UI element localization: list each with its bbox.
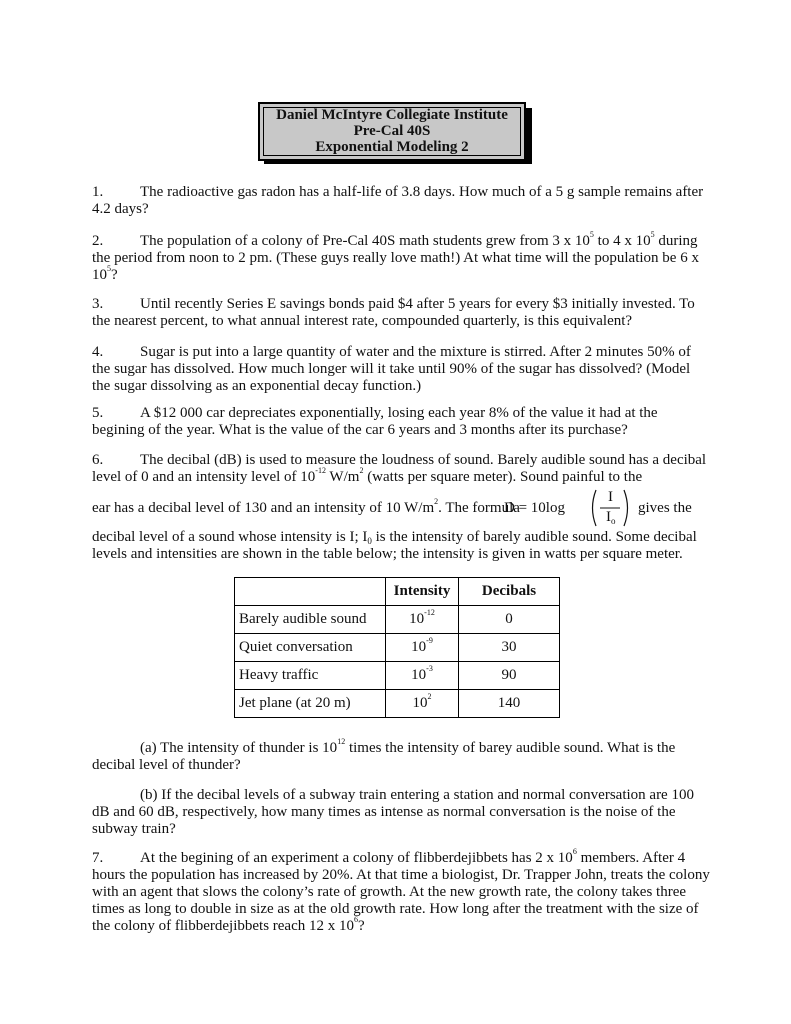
question-6-text-c: (watts per square meter). Sound painful to the <box>363 469 643 485</box>
table-row <box>235 634 560 662</box>
table-row <box>235 662 560 690</box>
table-header-intensity: Intensity <box>386 578 459 606</box>
question-6-exp3: 2 <box>434 497 439 506</box>
question-3-text: Until recently Series E savings bonds paid $4 after 5 years for every $3 initially invested. To the nearest percent, to what annual interest rate, compounded quarterly, is this equivalent? <box>92 296 695 329</box>
question-6-g-sub: 0 <box>367 536 372 546</box>
question-1 <box>92 184 712 218</box>
left-paren-icon <box>593 490 597 526</box>
question-6a-text-b: times the intensity of barey audible sound. What is the decibal level of thunder? <box>92 740 676 773</box>
row-intensity <box>386 634 459 662</box>
intensity-base: 10 <box>409 611 425 627</box>
formula-numerator: I <box>608 489 613 505</box>
question-2-text-a: The population of a colony of Pre-Cal 40S math students grew from 3 x 10 <box>140 233 590 249</box>
intensity-exp: -3 <box>426 664 433 673</box>
intensity-base: 10 <box>412 695 428 711</box>
title-box-frame <box>258 102 526 161</box>
question-6-text-a: The decibal (dB) is used to measure the loudness of sound. Barely audible sound has a decibal level of 0 and an intensity level of 10 <box>92 452 707 485</box>
question-6-intro <box>92 452 712 486</box>
row-intensity <box>386 690 459 718</box>
table-row <box>235 606 560 634</box>
question-2-exp2: 5 <box>650 230 655 239</box>
formula-denominator <box>606 509 616 526</box>
question-6-formula-line <box>92 488 712 528</box>
question-7-text-c: ? <box>358 918 365 934</box>
question-5-number: 5. <box>92 405 104 421</box>
intensity-exp: 2 <box>427 692 432 701</box>
question-3 <box>92 296 712 330</box>
question-3-number: 3. <box>92 296 104 312</box>
formula-suffix: gives the <box>638 500 692 516</box>
question-2-exp1: 5 <box>589 230 594 239</box>
question-7-exp1: 6 <box>572 847 577 856</box>
question-6b <box>92 787 712 838</box>
question-7-number: 7. <box>92 850 104 866</box>
title-box <box>258 102 526 158</box>
question-2-text-b: to 4 x 10 <box>593 233 651 249</box>
question-6-exp1: -12 <box>315 466 326 475</box>
question-6a-text-a: (a) The intensity of thunder is 10 <box>140 740 338 756</box>
table-row <box>235 690 560 718</box>
intensity-base: 10 <box>411 639 427 655</box>
question-5 <box>92 405 712 439</box>
question-6b-text: (b) If the decibal levels of a subway train entering a station and normal conversation are 100 dB and 60 dB, respectively, how many times as intense as normal conversation is the noise of the subway train? <box>92 787 694 837</box>
intensity-base: 10 <box>411 667 427 683</box>
question-4-number: 4. <box>92 344 104 360</box>
question-7-text-b: members. After 4 hours the population has increased by 20%. At that time a biologist, Dr. Trapper John, treats the colony with an agent that slows the colony’s rate of growth. At the new growth rate, the colony takes three times as long to double in size as at the old growth rate. How long after the treatment with the size of the colony of flibberdejibbets reach 12 x 10 <box>92 850 710 934</box>
table-header-decibals: Decibals <box>459 578 560 606</box>
formula-denominator-base: I <box>606 509 611 525</box>
question-2 <box>92 230 712 284</box>
question-5-text: A $12 000 car depreciates exponentially, losing each year 8% of the value it had at the begining of the year. What is the value of the car 6 years and 3 months after its purchase? <box>92 405 658 438</box>
question-2-exp3: 5 <box>107 264 111 273</box>
table-header-row <box>235 578 560 606</box>
question-6a-exp: 12 <box>337 737 346 746</box>
row-decibals: 0 <box>459 606 560 634</box>
question-7 <box>92 847 712 935</box>
row-intensity <box>386 662 459 690</box>
question-6-text-d: ear has a decibal level of 130 and an intensity of 10 W/m <box>92 500 435 516</box>
question-4-text: Sugar is put into a large quantity of water and the mixture is stirred. After 2 minutes 50% of the sugar has dissolved. How much longer will it take until 90% of the sugar has dissolved? (Model the sugar dissolving as an exponential decay function.) <box>92 344 691 394</box>
row-decibals: 90 <box>459 662 560 690</box>
formula-denominator-sub: o <box>611 516 616 526</box>
right-paren-icon <box>624 490 628 526</box>
worksheet-title: Exponential Modeling 2 <box>315 139 469 155</box>
row-label: Heavy traffic <box>235 662 386 690</box>
question-7-exp2: 6 <box>354 915 359 924</box>
question-6-text-h: is the intensity of barely audible sound. Some decibal levels and intensities are shown in the table below; the intensity is given in watts per square meter. <box>92 529 697 562</box>
question-6-text-b: W/m <box>325 469 360 485</box>
question-6-number: 6. <box>92 452 104 468</box>
row-label: Barely audible sound <box>235 606 386 634</box>
question-6a <box>92 737 712 774</box>
intensity-table <box>234 577 560 718</box>
question-6-text-g: decibal level of a sound whose intensity is I; I <box>92 529 368 545</box>
course-name: Pre-Cal 40S <box>353 123 431 139</box>
question-1-number: 1. <box>92 184 104 200</box>
intensity-exp: -12 <box>424 608 435 617</box>
row-label: Jet plane (at 20 m) <box>235 690 386 718</box>
intensity-exp: -9 <box>426 636 433 645</box>
question-7-text-a: At the begining of an experiment a colony of flibberdejibbets has 2 x 10 <box>140 850 573 866</box>
row-decibals: 30 <box>459 634 560 662</box>
question-2-text-d: ? <box>111 267 118 283</box>
question-2-text-c: during the period from noon to 2 pm. (These guys really love math!) At what time will the population be 6 x 10 <box>92 233 699 283</box>
question-6-exp2: 2 <box>359 466 364 475</box>
row-label: Quiet conversation <box>235 634 386 662</box>
table-header-empty <box>235 578 386 606</box>
question-6-text-e: . The formula <box>438 500 520 516</box>
question-6-formula-text <box>92 497 520 517</box>
formula-prefix: D = 10log <box>504 500 565 516</box>
question-6-continuation <box>92 529 712 563</box>
question-1-text: The radioactive gas radon has a half-life of 3.8 days. How much of a 5 g sample remains after 4.2 days? <box>92 184 704 217</box>
school-name: Daniel McIntyre Collegiate Institute <box>276 107 508 123</box>
row-decibals: 140 <box>459 690 560 718</box>
question-2-number: 2. <box>92 233 104 249</box>
row-intensity <box>386 606 459 634</box>
question-4 <box>92 344 712 395</box>
